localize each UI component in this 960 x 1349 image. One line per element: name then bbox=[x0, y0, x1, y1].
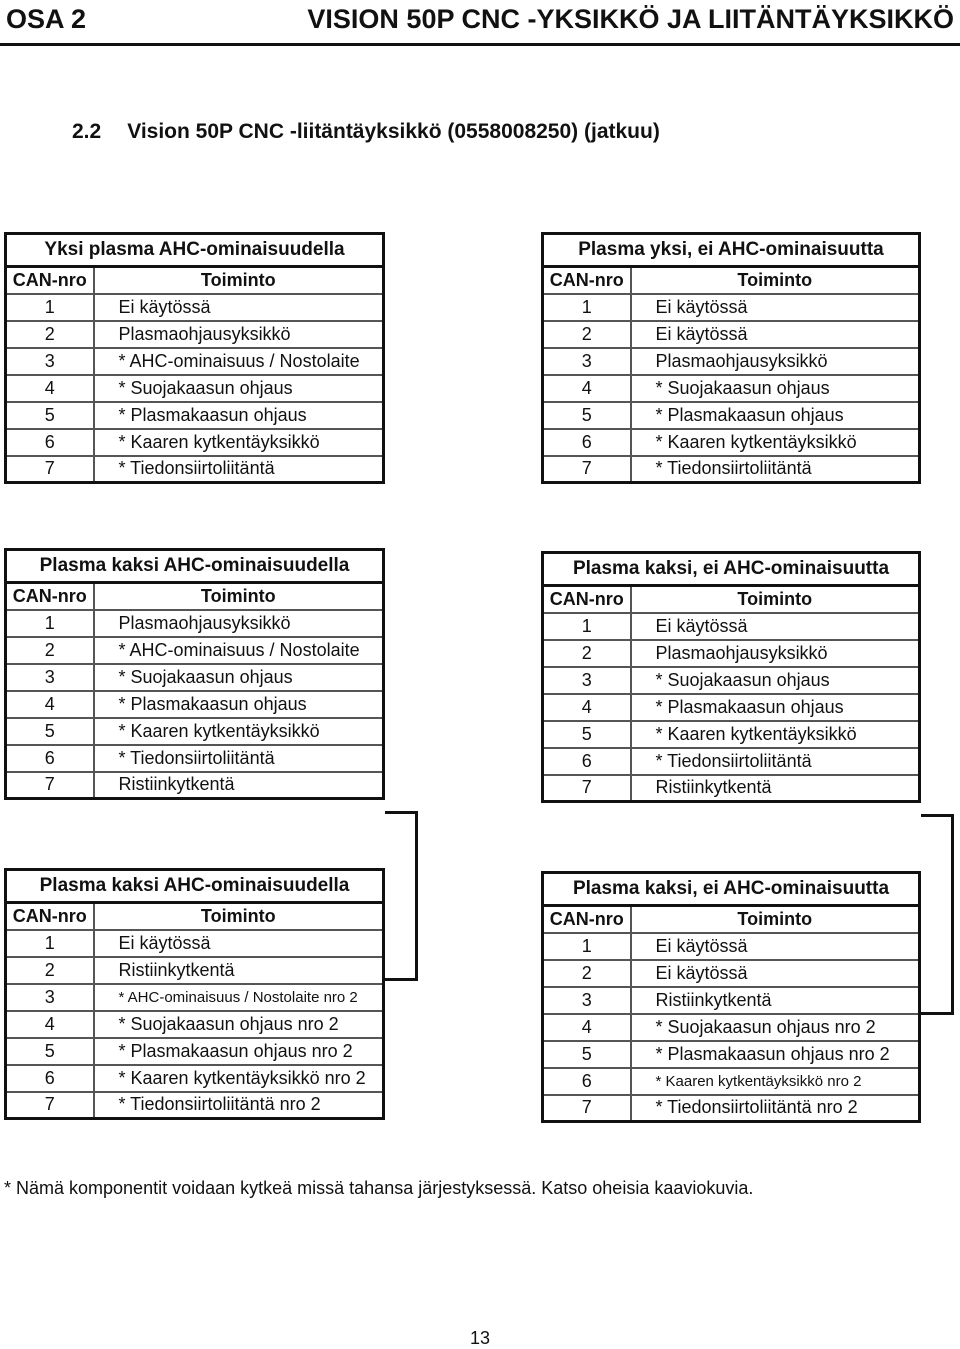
table-title: Plasma yksi, ei AHC-ominaisuutta bbox=[543, 234, 920, 267]
can-number: 1 bbox=[543, 294, 631, 321]
column-header-function: Toiminto bbox=[631, 586, 920, 613]
table-row bbox=[543, 294, 920, 321]
function-cell: * Suojakaasun ohjaus nro 2 bbox=[94, 1011, 384, 1038]
function-cell: * AHC-ominaisuus / Nostolaite nro 2 bbox=[94, 984, 384, 1011]
column-header-can: CAN-nro bbox=[6, 267, 94, 294]
table-title: Plasma kaksi AHC-ominaisuudella bbox=[6, 870, 384, 903]
can-number: 2 bbox=[543, 640, 631, 667]
function-cell: Ei käytössä bbox=[631, 613, 920, 640]
table-row bbox=[543, 1068, 920, 1095]
function-cell: * Tiedonsiirtoliitäntä bbox=[94, 456, 384, 483]
table-row bbox=[6, 745, 384, 772]
function-cell: Ei käytössä bbox=[631, 321, 920, 348]
table-row bbox=[543, 775, 920, 802]
function-cell: Ristiinkytkentä bbox=[631, 987, 920, 1014]
can-number: 2 bbox=[6, 321, 94, 348]
column-header-can: CAN-nro bbox=[543, 906, 631, 933]
function-cell: Ristiinkytkentä bbox=[94, 957, 384, 984]
can-number: 6 bbox=[6, 1065, 94, 1092]
can-number: 7 bbox=[6, 1092, 94, 1119]
section-number: 2.2 bbox=[72, 120, 102, 143]
table-title: Plasma kaksi AHC-ominaisuudella bbox=[6, 550, 384, 583]
function-cell: * AHC-ominaisuus / Nostolaite bbox=[94, 348, 384, 375]
table-row bbox=[543, 456, 920, 483]
column-header-function: Toiminto bbox=[631, 267, 920, 294]
table-row bbox=[543, 721, 920, 748]
column-header-function: Toiminto bbox=[94, 903, 384, 930]
can-number: 7 bbox=[6, 772, 94, 799]
column-header-can: CAN-nro bbox=[6, 903, 94, 930]
table-row bbox=[6, 1092, 384, 1119]
function-cell: * Tiedonsiirtoliitäntä nro 2 bbox=[94, 1092, 384, 1119]
function-cell: * Tiedonsiirtoliitäntä bbox=[94, 745, 384, 772]
can-table-two-plasma-no-ahc-second bbox=[541, 871, 921, 1123]
column-header-function: Toiminto bbox=[94, 583, 384, 610]
chapter-title: VISION 50P CNC -YKSIKKÖ JA LIITÄNTÄYKSIKKÖ bbox=[307, 4, 954, 34]
can-number: 3 bbox=[543, 348, 631, 375]
table-row bbox=[6, 294, 384, 321]
function-cell: Ei käytössä bbox=[631, 933, 920, 960]
can-number: 1 bbox=[6, 930, 94, 957]
table-title: Yksi plasma AHC-ominaisuudella bbox=[6, 234, 384, 267]
can-number: 4 bbox=[6, 691, 94, 718]
table-row bbox=[543, 1014, 920, 1041]
table-row bbox=[543, 667, 920, 694]
table-row bbox=[543, 613, 920, 640]
can-number: 2 bbox=[543, 960, 631, 987]
table-title: Plasma kaksi, ei AHC-ominaisuutta bbox=[543, 873, 920, 906]
table-row bbox=[543, 640, 920, 667]
can-number: 5 bbox=[543, 721, 631, 748]
table-row bbox=[6, 1011, 384, 1038]
function-cell: Ristiinkytkentä bbox=[94, 772, 384, 799]
function-cell: Ei käytössä bbox=[631, 294, 920, 321]
section-heading bbox=[72, 120, 660, 144]
can-number: 7 bbox=[543, 456, 631, 483]
can-number: 2 bbox=[543, 321, 631, 348]
table-row bbox=[6, 1065, 384, 1092]
table-row bbox=[543, 1041, 920, 1068]
column-header-can: CAN-nro bbox=[543, 267, 631, 294]
table-row bbox=[543, 429, 920, 456]
column-header-can: CAN-nro bbox=[6, 583, 94, 610]
function-cell: * Suojakaasun ohjaus bbox=[631, 667, 920, 694]
column-header-function: Toiminto bbox=[631, 906, 920, 933]
can-number: 2 bbox=[6, 637, 94, 664]
table-row bbox=[6, 957, 384, 984]
function-cell: * Kaaren kytkentäyksikkö bbox=[631, 721, 920, 748]
table-row bbox=[6, 429, 384, 456]
footnote: * Nämä komponentit voidaan kytkeä missä tahansa järjestyksessä. Katso oheisia kaaviokuvia. bbox=[4, 1178, 754, 1198]
can-number: 1 bbox=[543, 933, 631, 960]
can-number: 5 bbox=[6, 718, 94, 745]
function-cell: Ei käytössä bbox=[631, 960, 920, 987]
can-number: 3 bbox=[6, 664, 94, 691]
can-table-two-plasma-no-ahc-first bbox=[541, 551, 921, 803]
table-row bbox=[543, 321, 920, 348]
function-cell: Ristiinkytkentä bbox=[631, 775, 920, 802]
table-row bbox=[543, 375, 920, 402]
can-number: 3 bbox=[6, 348, 94, 375]
table-row bbox=[6, 718, 384, 745]
function-cell: * Plasmakaasun ohjaus bbox=[631, 402, 920, 429]
can-number: 5 bbox=[6, 402, 94, 429]
function-cell: * Kaaren kytkentäyksikkö nro 2 bbox=[631, 1068, 920, 1095]
function-cell: * Plasmakaasun ohjaus nro 2 bbox=[631, 1041, 920, 1068]
can-number: 5 bbox=[6, 1038, 94, 1065]
function-cell: Plasmaohjausyksikkö bbox=[631, 348, 920, 375]
function-cell: * Plasmakaasun ohjaus nro 2 bbox=[94, 1038, 384, 1065]
can-number: 7 bbox=[543, 1095, 631, 1122]
can-table-one-plasma-no-ahc bbox=[541, 232, 921, 484]
function-cell: * Suojakaasun ohjaus bbox=[631, 375, 920, 402]
table-row bbox=[6, 348, 384, 375]
function-cell: Ei käytössä bbox=[94, 930, 384, 957]
can-number: 6 bbox=[6, 745, 94, 772]
can-number: 4 bbox=[543, 375, 631, 402]
function-cell: * Suojakaasun ohjaus bbox=[94, 664, 384, 691]
function-cell: Ei käytössä bbox=[94, 294, 384, 321]
table-row bbox=[543, 694, 920, 721]
can-number: 3 bbox=[543, 987, 631, 1014]
page-number: 13 bbox=[469, 1328, 491, 1348]
function-cell: * Tiedonsiirtoliitäntä bbox=[631, 748, 920, 775]
page-header bbox=[0, 0, 960, 46]
function-cell: * Kaaren kytkentäyksikkö bbox=[94, 718, 384, 745]
can-number: 1 bbox=[6, 294, 94, 321]
table-row bbox=[6, 772, 384, 799]
table-row bbox=[6, 402, 384, 429]
section-title-text: Vision 50P CNC -liitäntäyksikkö (0558008250) (jatkuu) bbox=[127, 120, 660, 143]
table-row bbox=[543, 1095, 920, 1122]
function-cell: * AHC-ominaisuus / Nostolaite bbox=[94, 637, 384, 664]
table-title: Plasma kaksi, ei AHC-ominaisuutta bbox=[543, 553, 920, 586]
function-cell: * Tiedonsiirtoliitäntä nro 2 bbox=[631, 1095, 920, 1122]
can-number: 3 bbox=[543, 667, 631, 694]
can-number: 4 bbox=[543, 694, 631, 721]
table-row bbox=[543, 933, 920, 960]
can-table-two-plasma-ahc-first bbox=[4, 548, 385, 800]
function-cell: * Plasmakaasun ohjaus bbox=[94, 402, 384, 429]
table-row bbox=[543, 748, 920, 775]
can-number: 6 bbox=[543, 1068, 631, 1095]
column-header-can: CAN-nro bbox=[543, 586, 631, 613]
can-number: 6 bbox=[543, 429, 631, 456]
can-number: 1 bbox=[543, 613, 631, 640]
table-row bbox=[543, 987, 920, 1014]
function-cell: * Tiedonsiirtoliitäntä bbox=[631, 456, 920, 483]
function-cell: Plasmaohjausyksikkö bbox=[631, 640, 920, 667]
can-number: 6 bbox=[543, 748, 631, 775]
table-row bbox=[6, 456, 384, 483]
table-row bbox=[543, 402, 920, 429]
can-table-one-plasma-ahc bbox=[4, 232, 385, 484]
can-number: 7 bbox=[6, 456, 94, 483]
table-row bbox=[6, 375, 384, 402]
part-label: OSA 2 bbox=[6, 4, 87, 34]
table-row bbox=[6, 664, 384, 691]
can-table-two-plasma-ahc-second bbox=[4, 868, 385, 1120]
function-cell: * Kaaren kytkentäyksikkö bbox=[94, 429, 384, 456]
function-cell: * Kaaren kytkentäyksikkö bbox=[631, 429, 920, 456]
can-number: 4 bbox=[6, 1011, 94, 1038]
table-row bbox=[6, 1038, 384, 1065]
table-row bbox=[6, 321, 384, 348]
function-cell: * Plasmakaasun ohjaus bbox=[94, 691, 384, 718]
table-row bbox=[6, 637, 384, 664]
function-cell: Plasmaohjausyksikkö bbox=[94, 610, 384, 637]
column-header-function: Toiminto bbox=[94, 267, 384, 294]
function-cell: * Suojakaasun ohjaus bbox=[94, 375, 384, 402]
table-row bbox=[6, 984, 384, 1011]
function-cell: * Kaaren kytkentäyksikkö nro 2 bbox=[94, 1065, 384, 1092]
can-number: 5 bbox=[543, 402, 631, 429]
can-number: 4 bbox=[6, 375, 94, 402]
can-number: 3 bbox=[6, 984, 94, 1011]
can-number: 1 bbox=[6, 610, 94, 637]
table-row bbox=[543, 348, 920, 375]
table-row bbox=[6, 691, 384, 718]
can-number: 4 bbox=[543, 1014, 631, 1041]
table-row bbox=[543, 960, 920, 987]
can-number: 2 bbox=[6, 957, 94, 984]
function-cell: * Plasmakaasun ohjaus bbox=[631, 694, 920, 721]
function-cell: * Suojakaasun ohjaus nro 2 bbox=[631, 1014, 920, 1041]
can-number: 6 bbox=[6, 429, 94, 456]
can-number: 7 bbox=[543, 775, 631, 802]
function-cell: Plasmaohjausyksikkö bbox=[94, 321, 384, 348]
table-row bbox=[6, 610, 384, 637]
can-number: 5 bbox=[543, 1041, 631, 1068]
table-row bbox=[6, 930, 384, 957]
